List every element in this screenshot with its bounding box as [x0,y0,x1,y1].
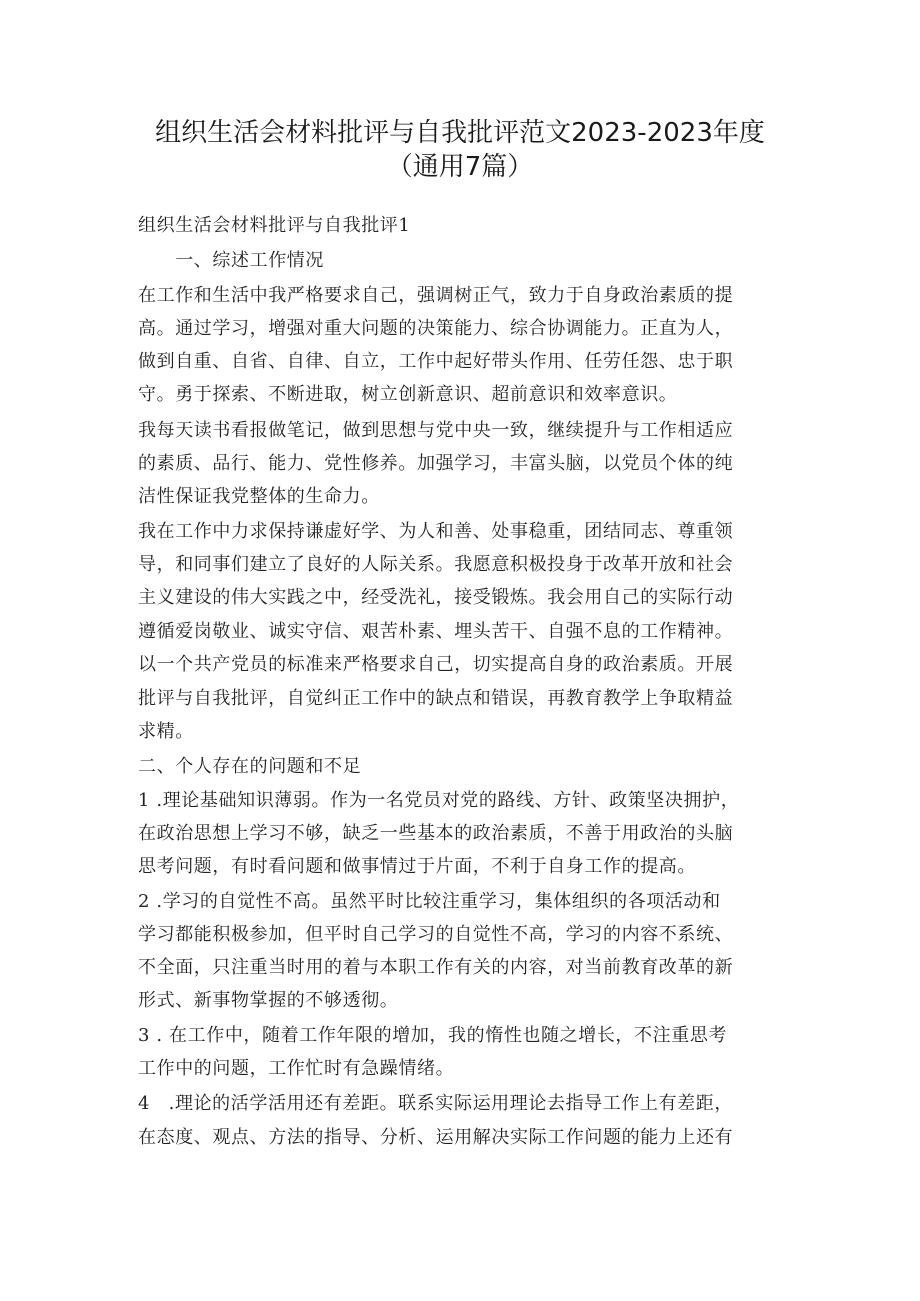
subsection-heading: 一、综述工作情况 [138,250,324,271]
section-heading: 组织生活会材料批评与自我批评1 [138,215,411,236]
list-item-line: 2 .学习的自觉性不高。虽然平时比较注重学习，集体组织的各项活动和 [138,891,721,912]
paragraph-line: 高。通过学习，增强对重大问题的决策能力、综合协调能力。正直为人， [138,318,734,339]
paragraph-line: 导，和同事们建立了良好的人际关系。我愿意积极投身于改革开放和社会 [138,554,734,575]
paragraph-line: 洁性保证我党整体的生命力。 [138,486,380,507]
paragraph-line: 求精。 [138,721,194,742]
paragraph-line: 主义建设的伟大实践之中，经受洗礼，接受锻炼。我会用自己的实际行动 [138,587,734,608]
list-item-line: 在政治思想上学习不够，缺乏一些基本的政治素质，不善于用政治的头脑 [138,823,734,844]
section-heading: 二、个人存在的问题和不足 [138,756,362,777]
list-item-line: 4 .理论的活学活用还有差距。联系实际运用理论去指导工作上有差距， [138,1093,733,1114]
paragraph-line: 的素质、品行、能力、党性修养。加强学习，丰富头脑，以党员个体的纯 [138,453,734,474]
paragraph-line: 我在工作中力求保持谦虚好学、为人和善、处事稳重，团结同志、尊重领 [138,521,734,542]
paragraph-line: 做到自重、自省、自律、自立，工作中起好带头作用、任劳任怨、忠于职 [138,351,734,372]
list-item-line: 不全面，只注重当时用的着与本职工作有关的内容，对当前教育改革的新 [138,957,734,978]
document-title-line-2: （通用7篇） [386,152,534,182]
paragraph-line: 批评与自我批评，自觉纠正工作中的缺点和错误，再教育教学上争取精益 [138,688,734,709]
list-item-line: 工作中的问题，工作忙时有急躁情绪。 [138,1058,455,1079]
list-item-line: 在态度、观点、方法的指导、分析、运用解决实际工作问题的能力上还有 [138,1127,734,1148]
paragraph-line: 以一个共产党员的标准来严格要求自己，切实提高自身的政治素质。开展 [138,654,734,675]
list-item-line: 3 . 在工作中，随着工作年限的增加，我的惰性也随之增长，不注重思考 [138,1025,728,1046]
paragraph-line: 遵循爱岗敬业、诚实守信、艰苦朴素、埋头苦干、自强不息的工作精神。 [138,621,734,642]
paragraph-line: 守。勇于探索、不断进取，树立创新意识、超前意识和效率意识。 [138,384,678,405]
list-item-line: 形式、新事物掌握的不够透彻。 [138,990,399,1011]
paragraph-line: 在工作和生活中我严格要求自己，强调树正气，致力于自身政治素质的提 [138,285,734,306]
list-item-line: 思考问题，有时看问题和做事情过于片面，不利于自身工作的提高。 [138,856,696,877]
list-item-line: 1 .理论基础知识薄弱。作为一名党员对党的路线、方针、政策坚决拥护， [138,790,740,811]
list-item-line: 学习都能积极参加，但平时自己学习的自觉性不高，学习的内容不系统、 [138,924,734,945]
paragraph-line: 我每天读书看报做笔记，做到思想与党中央一致，继续提升与工作相适应 [138,420,734,441]
document-title-line-1: 组织生活会材料批评与自我批评范文2023-2023年度 [155,118,765,148]
